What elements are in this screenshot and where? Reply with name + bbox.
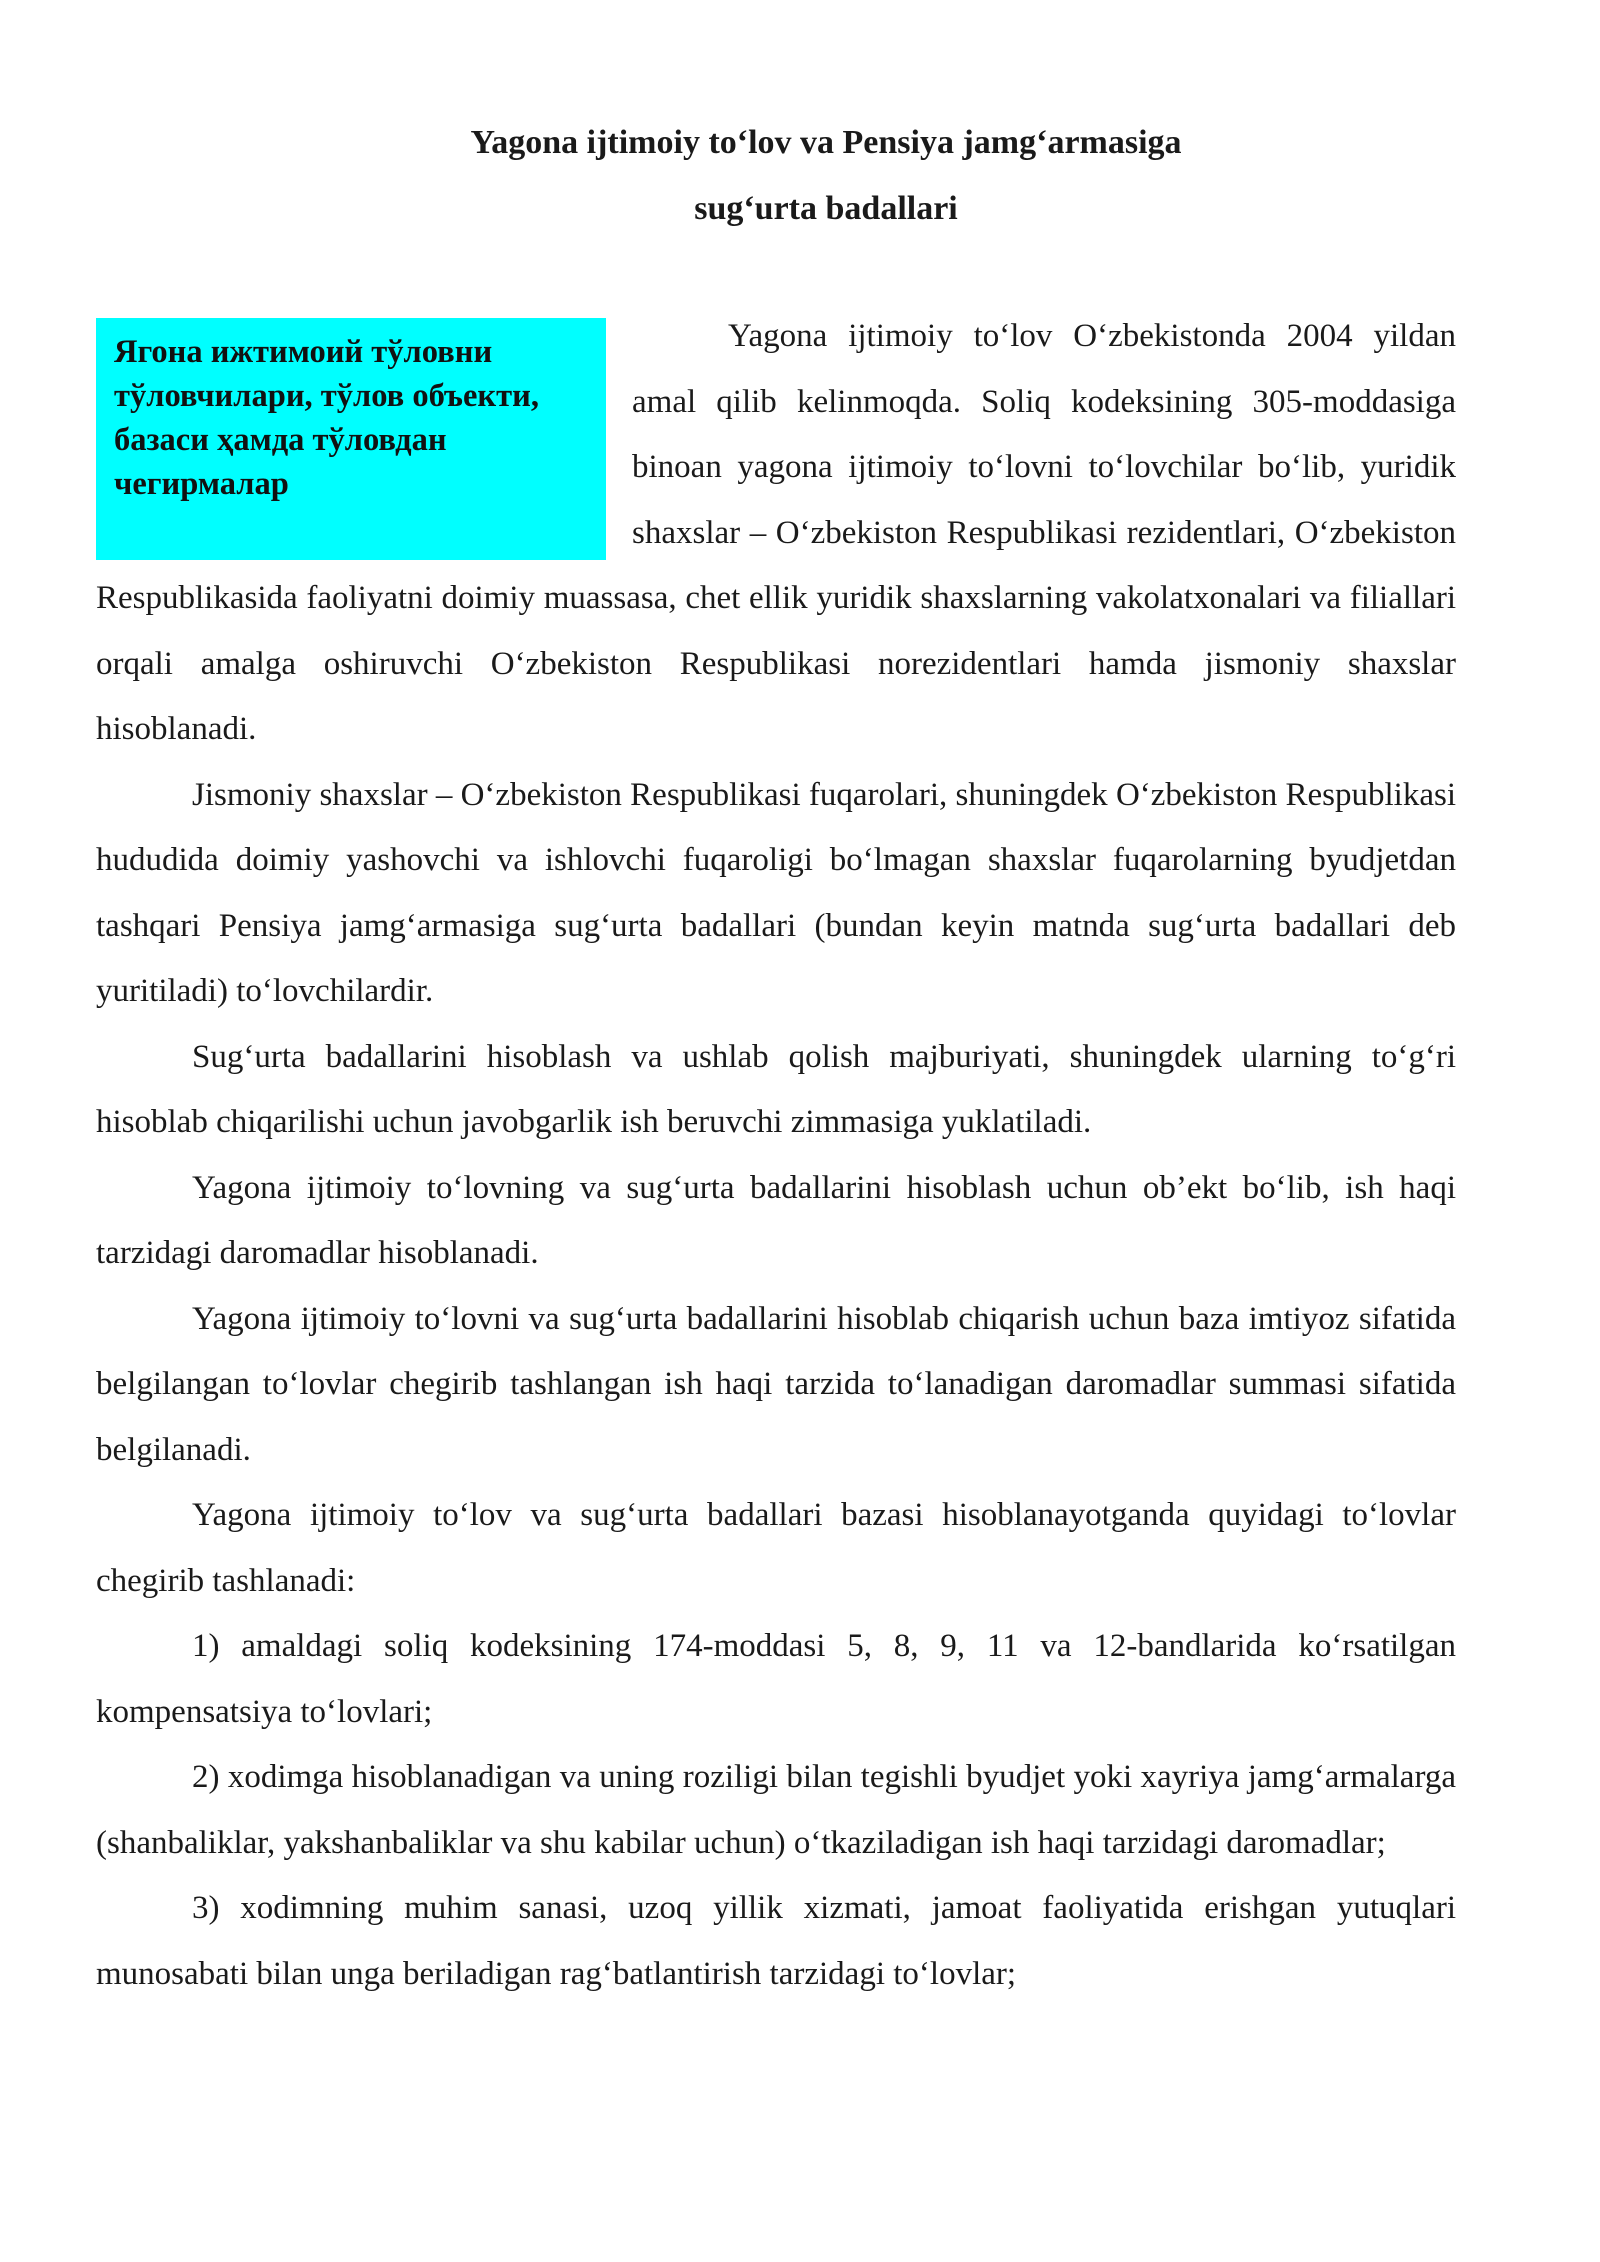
paragraph-2: Jismoniy shaxslar – O‘zbekiston Respublikasi fuqarolari, shuningdek O‘zbekiston Respublikasi hududida doimiy yashovchi va ishlovchi fuqaroligi bo‘lmagan shaxslar fuqarolarning byudjetdan tashqari Pensiya jamg‘armasiga sug‘urta badallari (bundan keyin matnda sug‘urta badallari deb yuritiladi) to‘lovchilardir. [96, 776, 1456, 1009]
paragraph-1: Yagona ijtimoiy to‘lov O‘zbekistonda 2004 yildan amal qilib kelinmoqda. Soliq kodeksining 305-moddasiga binoan yagona ijtimoiy to‘lovni to‘lovchilar bo‘lib, yuridik shaxslar – O‘zbekiston Respublikasi rezidentlari, O‘zbekiston Respublikasida faoliyatni doimiy muassasa, chet ellik yuridik shaxslarning vakolatxonalari va filiallari orqali amalga oshiruvchi O‘zbekiston Respublikasi norezidentlari hamda jismoniy shaxslar hisoblanadi. [96, 318, 1456, 747]
list-item-3: 3) xodimning muhim sanasi, uzoq yillik xizmati, jamoat faoliyatida erishgan yutuqlari munosabati bilan unga beriladigan rag‘batlantirish tarzidagi to‘lovlar; [96, 1890, 1456, 1992]
paragraph-5: Yagona ijtimoiy to‘lovni va sug‘urta badallarini hisoblab chiqarish uchun baza imtiyoz sifatida belgilangan to‘lovlar chegirib tashlangan ish haqi tarzida to‘lanadigan daromadlar summasi sifatida belgilanadi. [96, 1300, 1456, 1468]
paragraph-4: Yagona ijtimoiy to‘lovning va sug‘urta badallarini hisoblash uchun ob’ekt bo‘lib, ish haqi tarzidagi daromadlar hisoblanadi. [96, 1169, 1456, 1271]
document-body [96, 304, 1456, 2007]
paragraph-3: Sug‘urta badallarini hisoblash va ushlab qolish majburiyati, shuningdek ularning to‘g‘ri hisoblab chiqarilishi uchun javobgarlik ish beruvchi zimmasiga yuklatiladi. [96, 1038, 1456, 1140]
list-item-1: 1) amaldagi soliq kodeksining 174-moddasi 5, 8, 9, 11 va 12-bandlarida ko‘rsatilgan kompensatsiya to‘lovlari; [96, 1628, 1456, 1730]
title-line-1: Yagona ijtimoiy to‘lov va Pensiya jamg‘armasiga [470, 124, 1182, 161]
title-line-2: sug‘urta badallari [694, 190, 958, 227]
highlighted-topic-text: Ягона ижтимоий тўловни тўловчилари, тўлов объекти, базаси ҳамда тўловдан чегирмалар [114, 334, 539, 502]
box-spacer [96, 304, 632, 562]
document-title [96, 110, 1556, 242]
list-item-2: 2) xodimga hisoblanadigan va uning roziligi bilan tegishli byudjet yoki xayriya jamg‘armalarga (shanbaliklar, yakshanbaliklar va shu kabilar uchun) o‘tkaziladigan ish haqi tarzidagi daromadlar; [96, 1759, 1456, 1861]
paragraph-6: Yagona ijtimoiy to‘lov va sug‘urta badallari bazasi hisoblanayotganda quyidagi to‘lovlar chegirib tashlanadi: [96, 1497, 1456, 1599]
